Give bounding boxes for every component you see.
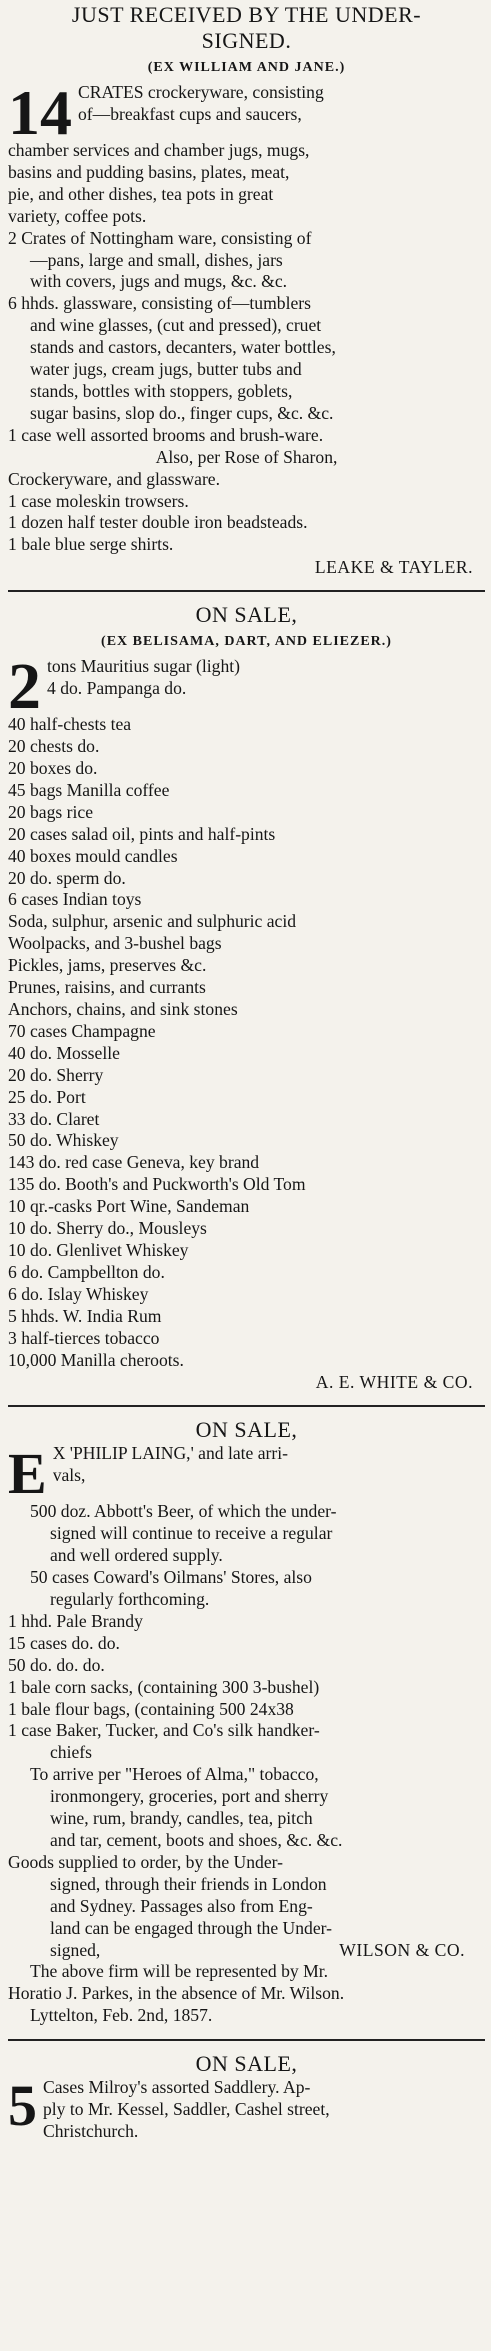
ad1-signature: LEAKE & TAYLER. (314, 557, 473, 578)
ad1-line: pie, and other dishes, tea pots in great (8, 183, 274, 204)
ad2-line: 45 bags Manilla coffee (8, 779, 170, 800)
ad1-line: sugar basins, slop do., finger cups, &c. &c. (30, 402, 334, 423)
ad2-line: 10 do. Glenlivet Whiskey (8, 1239, 189, 1260)
ad2-line: Anchors, chains, and sink stones (8, 999, 238, 1019)
ad3-line: wine, rum, brandy, candles, tea, pitch (50, 1808, 313, 1829)
ad1-line: —pans, large and small, dishes, jars (30, 249, 283, 270)
ad3-footer-line: The above firm will be represented by Mr. (30, 1961, 329, 1982)
advertisement-white-co (8, 598, 485, 1399)
ad2-line: 40 half-chests tea (8, 714, 132, 735)
ad4-heading: ON SALE, (195, 2051, 298, 2077)
ad2-line: 10 qr.-casks Port Wine, Sandeman (8, 1196, 250, 1217)
ad3-line: signed, through their friends in London (50, 1873, 327, 1894)
advertisement-wilson-co (8, 1413, 485, 2033)
ad3-line: 1 hhd. Pale Brandy (8, 1610, 143, 1631)
ad1-line: basins and pudding basins, plates, meat, (8, 161, 290, 182)
ad2-line: Pickles, jams, preserves &c. (8, 955, 207, 976)
ad3-line: land can be engaged through the Under- (50, 1917, 333, 1938)
ad1-heading-line1: JUST RECEIVED BY THE UNDER- (71, 2, 422, 27)
ad2-line: 20 do. Sherry (8, 1064, 104, 1085)
divider (8, 590, 485, 592)
ad3-dropcap: E (8, 1441, 47, 1507)
ad3-line: 1 bale flour bags, (containing 500 24x38 (8, 1698, 294, 1719)
ad1-line: and wine glasses, (cut and pressed), cruet (30, 315, 322, 336)
ad2-line: Soda, sulphur, arsenic and sulphuric acid (8, 911, 297, 932)
ad1-line: 1 case moleskin trowsers. (8, 490, 189, 511)
ad3-line: and tar, cement, boots and shoes, &c. &c. (50, 1830, 343, 1850)
ad1-line: 1 bale blue serge shirts. (8, 534, 174, 555)
ad2-line: 33 do. Claret (8, 1108, 100, 1129)
divider (8, 1405, 485, 1407)
ad1-line: variety, coffee pots. (8, 205, 147, 226)
ad3-line: 500 doz. Abbott's Beer, of which the under- (30, 1501, 337, 1522)
ad2-line: tons Mauritius sugar (light) (47, 656, 241, 677)
advertisement-milroy-saddlery (8, 2047, 485, 2149)
ad1-line: Crockeryware, and glassware. (8, 468, 221, 489)
advertisement-leake-tayler (8, 0, 485, 584)
ad3-line: To arrive per "Heroes of Alma," tobacco, (30, 1764, 319, 1785)
ad2-line: 6 do. Islay Whiskey (8, 1283, 149, 1304)
ad1-line: 1 dozen half tester double iron beadsteads. (8, 512, 308, 533)
ad2-line: 20 cases salad oil, pints and half-pints (8, 823, 276, 844)
ad3-line: and well ordered supply. (50, 1545, 223, 1566)
ad1-line: stands, bottles with stoppers, goblets, (30, 380, 293, 401)
ad1-subheading: (EX WILLIAM AND JANE.) (147, 60, 346, 75)
ad2-line: 20 bags rice (8, 801, 94, 822)
ad2-dropcap: 2 (8, 650, 41, 724)
ad2-subheading: (EX BELISAMA, DART, AND ELIEZER.) (101, 634, 392, 650)
ad1-line: water jugs, cream jugs, butter tubs and (30, 359, 302, 380)
ad3-footer-line: Lyttelton, Feb. 2nd, 1857. (30, 2005, 213, 2026)
ad3-line: Goods supplied to order, by the Under- (8, 1851, 284, 1872)
ad3-line: vals, (52, 1465, 86, 1486)
ad3-line: signed, (50, 1939, 101, 1960)
ad1-line: 6 hhds. glassware, consisting of—tumblers (8, 293, 311, 314)
ad2-line: Woolpacks, and 3-bushel bags (8, 933, 222, 954)
ad1-line: Also, per Rose of Sharon, (155, 446, 338, 467)
ad3-footer-line: Horatio J. Parkes, in the absence of Mr. Wilson. (8, 1983, 345, 2004)
ad1-line: CRATES crockeryware, consisting (78, 82, 324, 102)
ad2-line: 70 cases Champagne (8, 1020, 156, 1041)
ad3-line: and Sydney. Passages also from Eng- (50, 1895, 313, 1916)
ad2-line: 3 half-tierces tobacco (8, 1327, 160, 1348)
ad2-line: 135 do. Booth's and Puckworth's Old Tom (8, 1174, 306, 1195)
ad3-line: regularly forthcoming. (50, 1589, 210, 1610)
ad2-line: 10,000 Manilla cheroots. (8, 1349, 184, 1370)
ad4-dropcap: 5 (8, 2073, 37, 2139)
ad2-heading: ON SALE, (195, 602, 298, 628)
ad2-line: 20 do. sperm do. (8, 867, 126, 888)
ad2-line: 40 do. Mosselle (8, 1042, 120, 1063)
ad3-line: 50 cases Coward's Oilmans' Stores, also (30, 1567, 312, 1588)
ad3-line: ironmongery, groceries, port and sherry (50, 1786, 329, 1807)
ad3-line: 50 do. do. do. (8, 1654, 105, 1675)
ad3-line: 1 case Baker, Tucker, and Co's silk handker- (8, 1720, 320, 1741)
ad3-signature: WILSON & CO. (339, 1940, 465, 1961)
ad3-line: signed will continue to receive a regular (50, 1523, 333, 1544)
ad1-line: with covers, jugs and mugs, &c. &c. (30, 271, 288, 292)
ad1-line: chamber services and chamber jugs, mugs, (8, 140, 310, 160)
ad2-line: 25 do. Port (8, 1086, 86, 1107)
ad3-line: chiefs (50, 1742, 93, 1763)
ad1-line: 2 Crates of Nottingham ware, consisting of (8, 227, 312, 248)
divider (8, 2039, 485, 2041)
ad3-line: X 'PHILIP LAING,' and late arri- (52, 1443, 289, 1464)
ad4-line: Cases Milroy's assorted Saddlery. Ap- (43, 2077, 311, 2098)
ad2-line: 6 do. Campbellton do. (8, 1261, 165, 1282)
ad1-line: of—breakfast cups and saucers, (78, 103, 302, 124)
ad2-line: 143 do. red case Geneva, key brand (8, 1152, 260, 1173)
ad2-line: 20 boxes do. (8, 758, 98, 779)
ad1-heading-line2: SIGNED. (201, 28, 292, 53)
ad3-line: 15 cases do. do. (8, 1632, 120, 1653)
ad2-line: Prunes, raisins, and currants (8, 977, 206, 998)
ad2-line: 20 chests do. (8, 736, 100, 757)
ad2-line: 10 do. Sherry do., Mousleys (8, 1218, 207, 1239)
ad2-line: 4 do. Pampanga do. (47, 678, 187, 699)
ad2-line: 6 cases Indian toys (8, 889, 142, 910)
ad2-signature: A. E. WHITE & CO. (315, 1372, 473, 1393)
ad2-line: 5 hhds. W. India Rum (8, 1305, 162, 1326)
ad1-dropcap: 14 (8, 77, 72, 148)
ad1-line: stands and castors, decanters, water bottles, (30, 337, 336, 358)
ad4-line: Christchurch. (43, 2120, 139, 2141)
ad2-line: 40 boxes mould candles (8, 845, 178, 866)
ad3-heading: ON SALE, (195, 1417, 298, 1443)
ad4-line: ply to Mr. Kessel, Saddler, Cashel street, (43, 2099, 330, 2120)
ad2-line: 50 do. Whiskey (8, 1130, 119, 1151)
ad1-line: 1 case well assorted brooms and brush-ware. (8, 424, 324, 445)
ad3-line: 1 bale corn sacks, (containing 300 3-bushel) (8, 1676, 320, 1697)
